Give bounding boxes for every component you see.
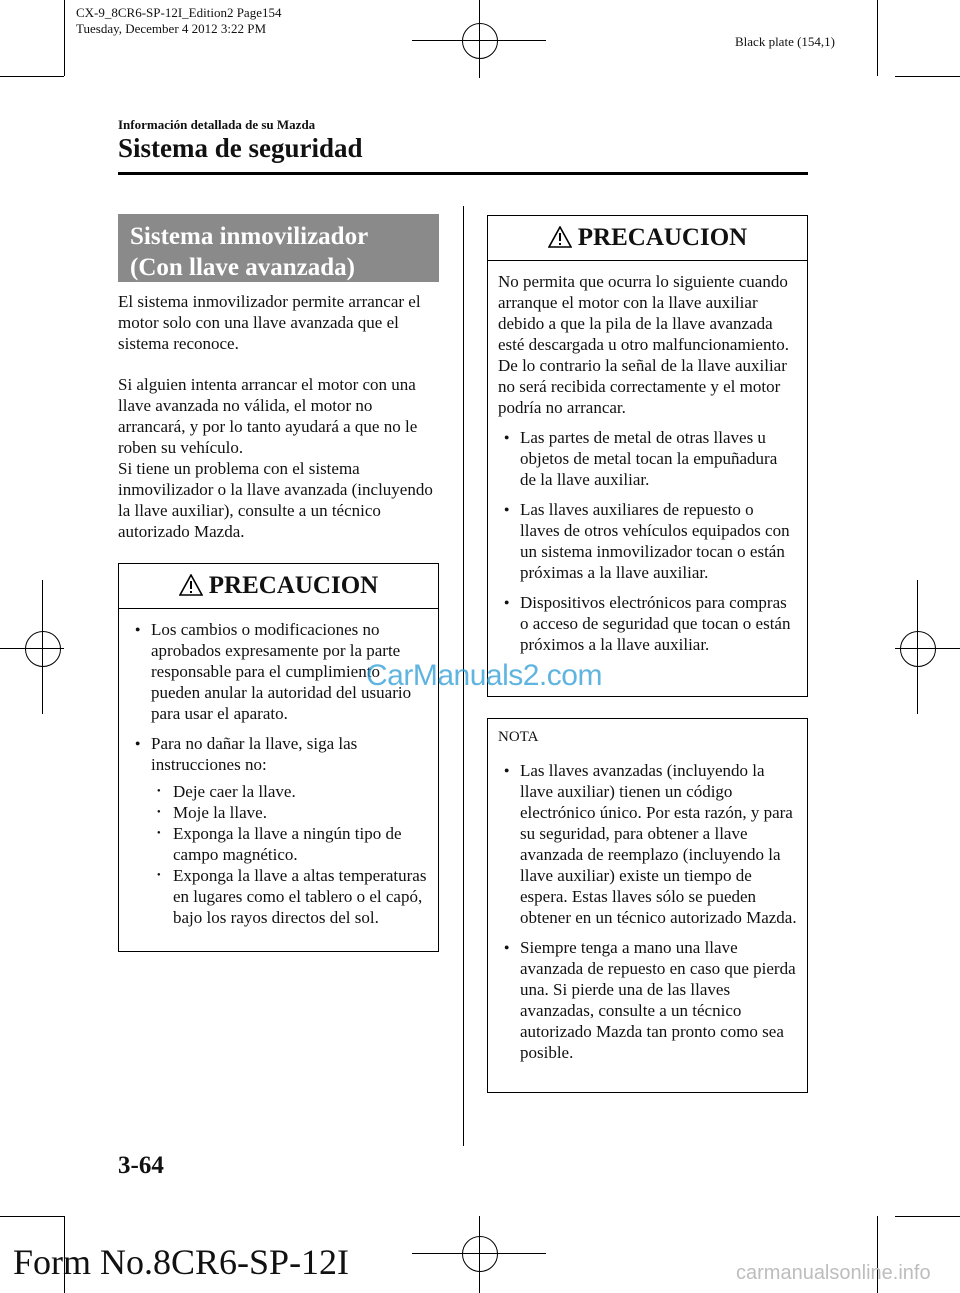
intro-text [118,291,440,562]
caution-title: PRECAUCION [577,224,748,251]
caution-sublist [151,781,428,928]
caution-subitem: ● Deje caer la llave. [151,781,428,802]
warning-triangle-icon [548,226,572,248]
topic-heading-line2: (Con llave avanzada) [130,254,355,281]
caution-box-right [487,215,808,697]
page-title: Sistema de seguridad [118,133,363,163]
caution-subitem: ● Exponga la llave a ningún tipo de campo magnético. [151,823,428,865]
nota-item: ● Siempre tenga a mano una llave avanzada de repuesto en caso que pierda una. Si pierde una de las llaves avanzadas, consulte a un técnico autorizado Mazda tan pronto como sea posible. [498,937,797,1063]
site-watermark: carmanualsonline.info [736,1262,931,1284]
caution-body [488,261,807,674]
form-number: Form No.8CR6-SP-12I [13,1242,350,1282]
caution-box-left [118,563,439,952]
file-info-line: CX-9_8CR6-SP-12I_Edition2 Page154 [76,5,282,20]
date-info-line: Tuesday, December 4 2012 3:22 PM [76,21,267,36]
nota-body [488,750,807,1082]
nota-box [487,718,808,1093]
caution-item: ● Las llaves auxiliares de repuesto o llaves de otros vehículos equipados con un sistema inmovilizador tocan o están próximas a la llave auxiliar. [498,499,797,583]
paragraph: El sistema inmovilizador permite arrancar el motor solo con una llave avanzada que el sistema reconoce. [118,292,421,353]
caution-item-text: Para no dañar la llave, siga las instrucciones no: [151,734,358,774]
caution-header [119,564,438,609]
title-rule [118,172,808,175]
caution-subitem: ● Moje la llave. [151,802,428,823]
page-number: 3-64 [118,1152,164,1179]
caution-item: ● Dispositivos electrónicos para compras o acceso de seguridad que tocan o están próximos a la llave auxiliar. [498,592,797,655]
caution-item: ● Los cambios o modificaciones no aprobados expresamente por la parte responsable para el cumplimiento pueden anular la autoridad del usuario para usar el aparato. [129,619,428,724]
topic-heading-line1: Sistema inmovilizador [130,223,369,250]
topic-heading [118,214,439,282]
nota-title: NOTA [498,729,539,745]
plate-info: Black plate (154,1) [735,34,835,49]
caution-header [488,216,807,261]
paragraph: Si alguien intenta arrancar el motor con una llave avanzada no válida, el motor no arrancará, y por lo tanto ayudará a que no le roben su vehículo. [118,375,418,457]
caution-title: PRECAUCION [208,572,379,599]
caution-item [129,733,428,928]
carmanuals-watermark: CarManuals2.com [366,659,602,692]
section-label: Información detallada de su Mazda [118,117,316,132]
caution-subitem: ● Exponga la llave a altas temperaturas en lugares como el tablero o el capó, bajo los rayos directos del sol. [151,865,428,928]
file-info [76,5,281,37]
caution-item: ● Las partes de metal de otras llaves u objetos de metal tocan la empuñadura de la llave auxiliar. [498,427,797,490]
nota-item: ● Las llaves avanzadas (incluyendo la llave auxiliar) tienen un código electrónico único. Por esta razón, y para su seguridad, para obtener a llave avanzada de reemplazo (incluyendo la llave auxiliar) existe un tiempo de espera. Estas llaves sólo se pueden obtener en un técnico autorizado Mazda. [498,760,797,928]
warning-triangle-icon [179,574,203,596]
paragraph: Si tiene un problema con el sistema inmovilizador o la llave avanzada (incluyendo la llave auxiliar), consulte a un técnico autorizado Mazda. [118,459,433,541]
caution-intro: No permita que ocurra lo siguiente cuando arranque el motor con la llave auxiliar debido a que la pila de la llave avanzada esté descargada u otro malfuncionamiento. De lo contrario la señal de la llave auxiliar no será recibida correctamente y el motor podría no arrancar. [498,272,789,417]
